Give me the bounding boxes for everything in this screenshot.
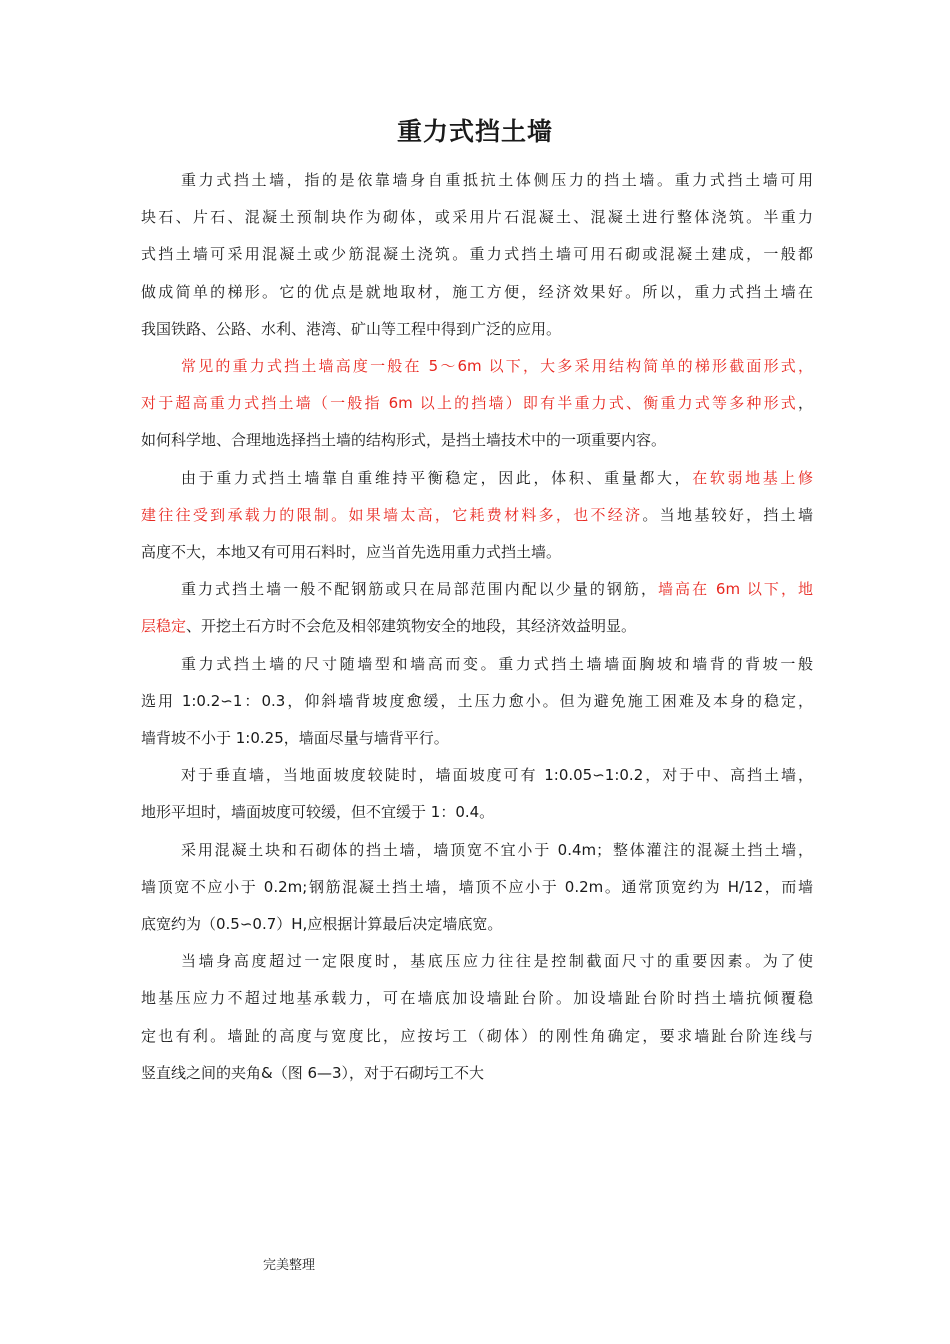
document-body	[141, 162, 813, 1092]
body-text-run: 。当地基较好，挡土墙	[642, 505, 813, 524]
paragraph-line	[141, 497, 813, 534]
paragraph-line	[141, 460, 813, 497]
body-text-run: 定也有利。墙趾的高度与宽度比，应按圬工（砌体）的刚性角确定，要求墙趾台阶连线与	[141, 1026, 813, 1045]
body-text-run: 做成简单的梯形。它的优点是就地取材，施工方便，经济效果好。所以，重力式挡土墙在	[141, 282, 813, 301]
paragraph-line	[141, 162, 813, 199]
paragraph-line	[141, 646, 813, 683]
body-text-run: 块石、片石、混凝土预制块作为砌体，或采用片石混凝土、混凝土进行整体浇筑。半重力	[141, 208, 813, 227]
body-text-run: 我国铁路、公路、水利、港湾、矿山等工程中得到广泛的应用。	[141, 319, 562, 338]
paragraph-line	[141, 348, 813, 385]
paragraph-line	[141, 832, 813, 869]
highlighted-text: 常见的重力式挡土墙高度一般在 5～6m 以下，大多采用结构简单的梯形截面形式，	[181, 357, 813, 376]
paragraph-line	[141, 571, 813, 608]
body-text-run: ，	[797, 394, 813, 413]
highlighted-text: 建往往受到承载力的限制。如果墙太高，它耗费材料多，也不经济	[141, 505, 643, 524]
paragraph-line	[141, 311, 813, 348]
body-text-run: 如何科学地、合理地选择挡土墙的结构形式，是挡土墙技术中的一项重要内容。	[141, 431, 667, 450]
body-text-run: 重力式挡土墙一般不配钢筋或只在局部范围内配以少量的钢筋，	[181, 580, 658, 599]
paragraph-line	[141, 534, 813, 571]
body-text-run: 高度不大，本地又有可用石料时，应当首先选用重力式挡土墙。	[141, 543, 562, 562]
paragraph-line	[141, 274, 813, 311]
highlighted-text: 墙高在 6m 以下，地	[658, 580, 813, 599]
body-text-run: 墙顶宽不应小于 0.2m;钢筋混凝土挡土墙，墙顶不应小于 0.2m。通常顶宽约为 H/12，而墙	[141, 877, 813, 896]
body-text-run: 地基压应力不超过地基承载力，可在墙底加设墙趾台阶。加设墙趾台阶时挡土墙抗倾覆稳	[141, 989, 813, 1008]
paragraph-line	[141, 385, 813, 422]
document-title: 重力式挡土墙	[396, 117, 553, 146]
body-text-run: 重力式挡土墙的尺寸随墙型和墙高而变。重力式挡土墙墙面胸坡和墙背的背坡一般	[181, 654, 813, 673]
body-text-run: 底宽约为（0.5∽0.7）H,应根据计算最后决定墙底宽。	[141, 915, 503, 934]
paragraph-line	[141, 720, 813, 757]
paragraph-line	[141, 608, 813, 645]
body-text-run: 地形平坦时，墙面坡度可较缓，但不宜缓于 1：0.4。	[141, 803, 495, 822]
body-text-run: 重力式挡土墙，指的是依靠墙身自重抵抗土体侧压力的挡土墙。重力式挡土墙可用	[181, 171, 813, 189]
paragraph-line	[141, 199, 813, 236]
body-text-run: 式挡土墙可采用混凝土或少筋混凝土浇筑。重力式挡土墙可用石砌或混凝土建成，一般都	[141, 245, 813, 264]
paragraph-line	[141, 422, 813, 459]
highlighted-text: 层稳定	[141, 617, 187, 636]
body-text-run: 采用混凝土块和石砌体的挡土墙，墙顶宽不宜小于 0.4m；整体灌注的混凝土挡土墙，	[181, 840, 813, 859]
highlighted-text: 对于超高重力式挡土墙（一般指 6m 以上的挡墙）即有半重力式、衡重力式等多种形式	[141, 394, 798, 413]
body-text-run: 对于垂直墙，当地面坡度较陡时，墙面坡度可有 1:0.05∽1:0.2，对于中、高挡土墙，	[181, 766, 813, 785]
body-text-run: 、开挖土石方时不会危及相邻建筑物安全的地段，其经济效益明显。	[186, 617, 637, 636]
paragraph-line	[141, 943, 813, 980]
paragraph-line	[141, 757, 813, 794]
body-text-run: 选用 1:0.2∽1：0.3，仰斜墙背坡度愈缓，土压力愈小。但为避免施工困难及本身的稳定，	[141, 691, 813, 710]
paragraph-line	[141, 236, 813, 273]
paragraph-line	[141, 1055, 813, 1092]
body-text-run: 竖直线之间的夹角&（图 6—3），对于石砌圬工不大	[141, 1063, 485, 1082]
body-text-run: 当墙身高度超过一定限度时，基底压应力往往是控制截面尺寸的重要因素。为了使	[181, 952, 813, 971]
paragraph-line	[141, 683, 813, 720]
paragraph-line	[141, 906, 813, 943]
paragraph-line	[141, 980, 813, 1017]
body-text-run: 由于重力式挡土墙靠自重维持平衡稳定，因此，体积、重量都大，	[181, 468, 693, 487]
page-footer: 完美整理	[263, 1258, 316, 1273]
paragraph-line	[141, 794, 813, 831]
paragraph-line	[141, 869, 813, 906]
paragraph-line	[141, 1018, 813, 1055]
highlighted-text: 在软弱地基上修	[692, 468, 813, 487]
body-text-run: 墙背坡不小于 1:0.25，墙面尽量与墙背平行。	[141, 729, 449, 748]
